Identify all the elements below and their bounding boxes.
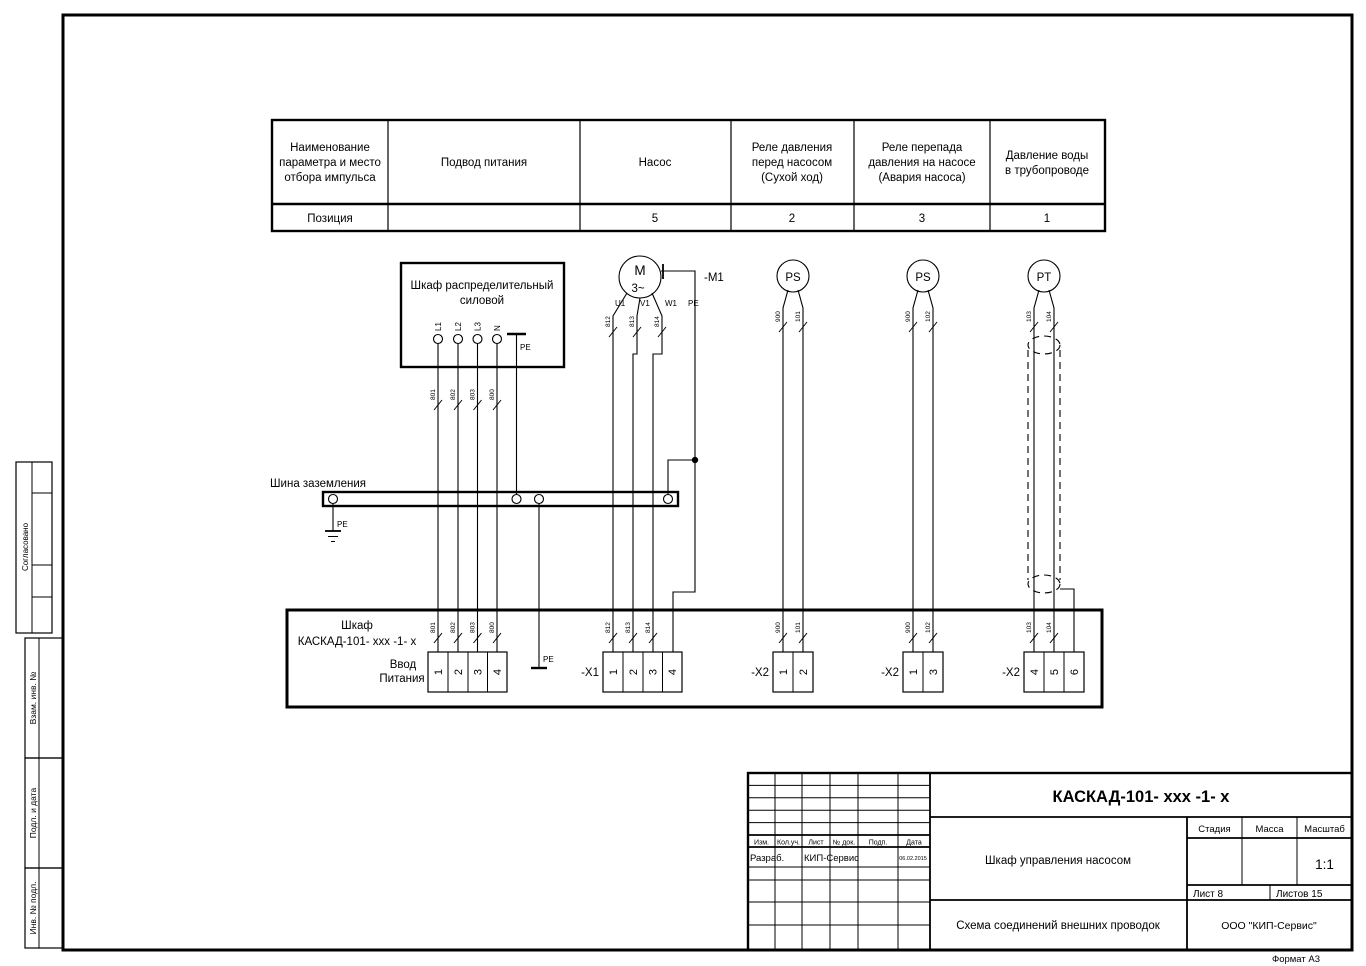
document-type: Схема соединений внешних проводок	[956, 920, 1160, 932]
distribution-cabinet-title2: силовой	[459, 295, 505, 307]
x2a-terminal-2: 2	[798, 668, 810, 676]
input-terminal-1: 1	[433, 668, 445, 676]
wire-ticks	[434, 322, 1058, 643]
x2c-label: -X2	[1002, 667, 1020, 679]
pe-junction-dot	[692, 457, 698, 463]
sheet-number: Лист 8	[1193, 889, 1224, 900]
wire-101: 101	[795, 311, 802, 322]
wire-labels-lower	[430, 622, 1053, 633]
position-ps2: 3	[918, 213, 926, 225]
motor-symbol	[615, 256, 724, 308]
cabinet-pe-label: PE	[543, 655, 554, 664]
col-koluch: Кол.уч.	[777, 839, 800, 847]
col4-header-line1: Реле давления	[751, 142, 833, 154]
wire-102-l: 102	[925, 622, 932, 633]
ground-bus-bar	[323, 492, 678, 506]
stamp-podp: Подл. и дата	[28, 787, 38, 839]
wire-103: 103	[1026, 311, 1033, 322]
col1-header-line2: параметра и место	[279, 157, 381, 169]
wire-102: 102	[925, 311, 932, 322]
motor-w1-label: W1	[665, 299, 677, 308]
position-pump: 5	[651, 213, 659, 225]
wire-800-l: 800	[489, 622, 496, 633]
left-margin-stamps	[16, 462, 63, 948]
control-cabinet-name1: Шкаф	[341, 620, 373, 632]
date-value: 06.02.2015	[899, 856, 927, 862]
wire-101-l: 101	[795, 622, 802, 633]
parameter-table	[272, 120, 1105, 231]
col6-header-line2: в трубопроводе	[1005, 165, 1089, 177]
power-input-label1: Ввод	[389, 659, 417, 671]
ground-bus-label: Шина заземления	[270, 478, 366, 490]
terminal-L3-label: L3	[473, 322, 483, 331]
motor-u1-label: U1	[615, 299, 626, 308]
wire-900a-l: 900	[775, 622, 782, 633]
wire-104: 104	[1046, 311, 1053, 322]
wire-labels-upper	[430, 311, 1053, 400]
wire-801: 801	[430, 389, 437, 400]
wire-900b-l: 900	[905, 622, 912, 633]
wire-103-l: 103	[1026, 622, 1033, 633]
pressure-switch-2	[907, 260, 939, 292]
razrab-label: Разраб.	[750, 853, 785, 864]
wire-802-l: 802	[450, 622, 457, 633]
position-ps1: 2	[788, 213, 796, 225]
col-ndok: № док.	[832, 839, 856, 847]
drawing-frame	[63, 15, 1352, 950]
cable-screen	[1028, 336, 1060, 593]
x2a-label: -X2	[751, 667, 769, 679]
scale-value: 1:1	[1315, 857, 1334, 872]
wire-814: 814	[654, 316, 661, 327]
distribution-cabinet	[401, 263, 564, 367]
distribution-cabinet-box	[401, 263, 564, 367]
wire-803-l: 803	[469, 622, 477, 633]
motor-v1-label: V1	[640, 299, 650, 308]
x1-terminal-2: 2	[628, 668, 640, 676]
motor-letter: M	[634, 263, 646, 278]
scale-label: Масштаб	[1304, 824, 1345, 835]
wire-803: 803	[469, 389, 477, 400]
wire-104-l: 104	[1046, 622, 1053, 633]
col4-header-line3: (Сухой ход)	[761, 172, 823, 184]
stage-label: Стадия	[1198, 824, 1231, 835]
col5-header-line2: давления на насосе	[868, 157, 976, 169]
x1-label: -X1	[581, 667, 599, 679]
position-row-label: Позиция	[307, 213, 353, 225]
x2b-label: -X2	[881, 667, 899, 679]
col-data: Дата	[906, 839, 922, 847]
earth-symbol-icon	[325, 531, 341, 542]
x1-terminal-3: 3	[647, 668, 660, 676]
mass-label: Масса	[1255, 824, 1284, 835]
sheets-total: Листов 15	[1276, 889, 1323, 900]
wire-814-l: 814	[645, 622, 652, 633]
col1-header-line1: Наименование	[290, 142, 370, 154]
wire-900a: 900	[775, 311, 782, 322]
terminal-N-label: N	[493, 325, 502, 331]
stamp-soglasovano: Согласовано	[21, 522, 30, 572]
wire-812-l: 812	[605, 622, 612, 633]
developer-org: КИП-Сервис	[804, 853, 859, 864]
object-name: Шкаф управления насосом	[985, 855, 1131, 867]
col1-header-line3: отбора импульса	[284, 172, 376, 184]
col-podp: Подп.	[868, 839, 888, 847]
distribution-pe-label: PE	[520, 343, 531, 352]
ground-bus	[270, 478, 678, 542]
pressure-switch-1	[777, 260, 809, 292]
col5-header-line3: (Авария насоса)	[878, 172, 966, 184]
col6-header-line1: Давление воды	[1005, 150, 1089, 162]
col2-header: Подвод питания	[440, 157, 528, 169]
ps1-label: PS	[785, 272, 801, 284]
distribution-cabinet-title1: Шкаф распределительный	[410, 280, 554, 292]
x1-terminal-1: 1	[608, 668, 620, 676]
wire-900b: 900	[905, 311, 912, 322]
motor-pe-label: PE	[688, 299, 699, 308]
x2b-terminal-3: 3	[928, 668, 940, 676]
wire-812: 812	[605, 316, 612, 327]
document-number: КАСКАД-101- xxx -1- x	[1052, 788, 1230, 806]
stamp-vzam: Взам. инв. №	[28, 671, 38, 725]
company-name: ООО "КИП-Сервис"	[1221, 920, 1317, 932]
ps2-label: PS	[915, 272, 931, 284]
stamp-inv: Инв. № подл.	[28, 881, 38, 935]
wire-813-l: 813	[625, 622, 632, 633]
wires	[438, 271, 1074, 668]
x2c-terminal-4: 4	[1029, 668, 1041, 676]
pt-label: PT	[1036, 272, 1052, 284]
terminal-L1-label: L1	[434, 322, 443, 331]
motor-tag: -M1	[704, 272, 724, 284]
x2c-terminal-5: 5	[1049, 668, 1061, 676]
wire-802: 802	[450, 389, 457, 400]
terminal-L2-label: L2	[454, 322, 463, 331]
pressure-transmitter	[1028, 260, 1060, 292]
col3-header: Насос	[638, 157, 672, 169]
parameter-table-border	[272, 120, 1105, 231]
format-label: Формат А3	[1271, 954, 1321, 965]
col4-header-line2: перед насосом	[751, 157, 833, 169]
wire-800: 800	[489, 389, 496, 400]
x2a-terminal-1: 1	[778, 668, 790, 676]
wire-801-l: 801	[430, 622, 437, 633]
input-terminal-3: 3	[472, 668, 485, 676]
input-terminal-4: 4	[492, 668, 504, 676]
control-cabinet	[287, 610, 1102, 707]
x1-terminal-4: 4	[667, 668, 679, 676]
col-list: Лист	[808, 839, 824, 847]
control-cabinet-name2: КАСКАД-101- xxx -1- x	[297, 636, 417, 648]
power-input-label2: Питания	[379, 673, 425, 685]
wire-813: 813	[629, 316, 636, 327]
connection-points	[329, 335, 673, 504]
title-block	[748, 773, 1352, 950]
position-pt: 1	[1043, 213, 1051, 225]
ground-pe-label: PE	[337, 520, 348, 529]
x2b-terminal-1: 1	[908, 668, 920, 676]
col-izm: Изм.	[754, 839, 769, 847]
input-terminal-2: 2	[453, 668, 465, 676]
x2c-terminal-6: 6	[1069, 668, 1081, 676]
col5-header-line1: Реле перепада	[881, 142, 963, 154]
motor-phase: 3~	[631, 283, 645, 295]
